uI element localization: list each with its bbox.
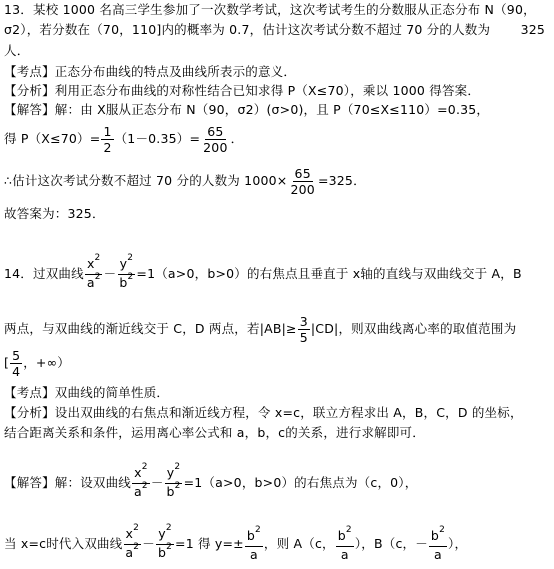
q14-ratio-den: 5 (299, 330, 308, 345)
exp-2: 2 (94, 272, 101, 282)
q13-estimate-line (4, 166, 366, 197)
frac-num (245, 524, 263, 547)
exp-2: 2 (254, 524, 261, 535)
exp-2: 2 (127, 253, 134, 263)
var-y: y (119, 256, 128, 271)
q14-range-num: 5 (12, 348, 21, 363)
q13-line2 (4, 22, 545, 38)
var-x: x (134, 465, 142, 480)
q13-estimate-end: =325． (317, 173, 366, 188)
q14-jieda-prefix: 【解答】解：设双曲线 (4, 475, 132, 490)
q14-last-end: ）， (448, 536, 468, 551)
q14-line2 (4, 314, 516, 345)
q14-frac-b2-a-2 (336, 524, 354, 562)
exp-2: 2 (166, 542, 173, 552)
q14-range-line (4, 348, 70, 379)
q14-condition: =1（a>0，b>0）的右焦点且垂直于 x轴的直线与双曲线交于 A，B (136, 266, 522, 281)
q14-jieda (4, 462, 418, 502)
exp-2: 2 (174, 481, 181, 491)
q13-frac1-num: 1 (103, 124, 112, 139)
q14-prefix: 14．过双曲线 (4, 266, 84, 281)
q13-line3: 人． (4, 43, 30, 58)
q13-fraction-65-200 (201, 124, 229, 155)
q14-jieda-frac-x2 (132, 462, 150, 502)
frac-den (165, 481, 183, 502)
q14-frac-b2-a-1 (245, 524, 263, 562)
frac-num (336, 524, 354, 547)
q14-line2-a: 两点，与双曲线的渐近线交于 C，D 两点，若|AB|≥ (4, 321, 297, 336)
var-b: b (166, 484, 175, 499)
exp-2: 2 (165, 523, 172, 533)
var-x: x (86, 256, 95, 271)
exp-2: 2 (345, 524, 352, 535)
q14-last-eq: =1 得 y=± (175, 536, 244, 551)
q14-ratio-num: 3 (299, 314, 308, 329)
q13-answer-blank: 325 (520, 22, 546, 37)
q13-jieda: 【解答】解：由 X服从正态分布 N（90，σ2）(σ>0)，且 P（70≤X≤110）=0.35， (4, 102, 490, 117)
exp-2: 2 (141, 462, 148, 472)
q14-frac-b2-a-3 (429, 524, 447, 562)
q14-last-frac-y2 (156, 523, 174, 563)
frac-den (123, 542, 141, 563)
q13-prob-line (4, 124, 243, 155)
q13-answer: 故答案为：325． (4, 206, 105, 221)
var-a: a (134, 484, 142, 499)
q14-range-open: [ (4, 355, 10, 370)
exp-2: 2 (127, 272, 134, 282)
exp-2: 2 (133, 523, 140, 533)
q13-frac2-num: 65 (207, 124, 224, 139)
q13-line2-text: σ2），若分数在（70，110]内的概率为 0.7，估计这次考试分数不超过 70 分的人数为 (4, 22, 491, 37)
q13-estimate-prefix: ∴估计这次考试分数不超过 70 分的人数为 1000× (4, 173, 288, 188)
q14-line1 (4, 253, 522, 293)
var-b: b (337, 527, 346, 543)
q14-range-den: 4 (12, 364, 21, 379)
minus-sign: － (150, 475, 164, 490)
q14-last-B: ），B（c，－ (354, 536, 428, 551)
q13-frac1-den: 2 (103, 140, 112, 155)
var-b: b (430, 527, 440, 543)
q14-frac-3-5 (298, 314, 310, 345)
exp-2: 2 (439, 524, 445, 535)
frac-den: a (249, 546, 258, 562)
var-b: b (246, 527, 255, 543)
q14-fenxi2: 结合距离关系和条件，运用离心率公式和 a，b，c的关系，进行求解即可． (4, 425, 425, 440)
q13-frac3-den: 200 (290, 182, 315, 197)
q13-fraction-half (101, 124, 113, 155)
q14-jieda-frac-y2 (165, 462, 183, 502)
q13-line1: 13．某校 1000 名高三学生参加了一次数学考试，这次考试考生的分数服从正态分布 N（90， (4, 2, 536, 17)
q13-frac2-den: 200 (203, 140, 228, 155)
frac-den: a (434, 546, 442, 562)
q13-prob-mid: （1－0.35）= (114, 131, 201, 146)
exp-2: 2 (133, 542, 140, 552)
minus-sign: － (142, 536, 155, 551)
q14-last-prefix: 当 x=c时代入双曲线 (4, 536, 123, 551)
q14-last-frac-x2 (123, 523, 141, 563)
frac-den (132, 481, 150, 502)
q13-prob-end: ． (230, 131, 244, 146)
q13-kaodian: 【考点】正态分布曲线的特点及曲线所表示的意义． (4, 64, 297, 79)
var-x: x (125, 526, 134, 541)
q13-fraction-est (288, 166, 316, 197)
q14-last-A: ，则 A（c， (263, 536, 335, 551)
q13-frac3-num: 65 (294, 166, 311, 181)
q14-range-end: ，+∞） (23, 355, 70, 370)
q14-frac-y2-b2 (117, 253, 135, 293)
var-y: y (166, 465, 175, 480)
q14-frac-5-4 (10, 348, 22, 379)
var-a: a (125, 545, 134, 560)
var-y: y (158, 526, 166, 541)
q14-line2-b: |CD|，则双曲线离心率的取值范围为 (310, 321, 517, 336)
exp-2: 2 (141, 481, 148, 491)
frac-num (429, 524, 447, 547)
minus-sign: － (103, 266, 117, 281)
q14-frac-a2-den (85, 272, 103, 293)
q13-prob-prefix: 得 P（X≤70）= (4, 131, 101, 146)
q13-fenxi: 【分析】利用正态分布曲线的对称性结合已知求得 P（X≤70），乘以 1000 得答案． (4, 83, 481, 98)
exp-2: 2 (174, 462, 181, 472)
q14-frac-x2-a2 (85, 253, 103, 293)
frac-den: a (340, 546, 349, 562)
q14-last-line (4, 523, 468, 563)
q14-kaodian: 【考点】双曲线的简单性质． (4, 385, 170, 400)
frac-den (156, 542, 174, 563)
var-b: b (157, 545, 167, 560)
q14-fenxi1: 【分析】设出双曲线的右焦点和渐近线方程，令 x=c，联立方程求出 A，B，C，D 的坐标， (4, 405, 523, 420)
var-a: a (86, 275, 95, 290)
var-b: b (119, 275, 128, 290)
exp-2: 2 (94, 253, 101, 263)
q14-frac-b2-den (117, 272, 135, 293)
q14-jieda-end: =1（a>0，b>0）的右焦点为（c，0）， (183, 475, 418, 490)
